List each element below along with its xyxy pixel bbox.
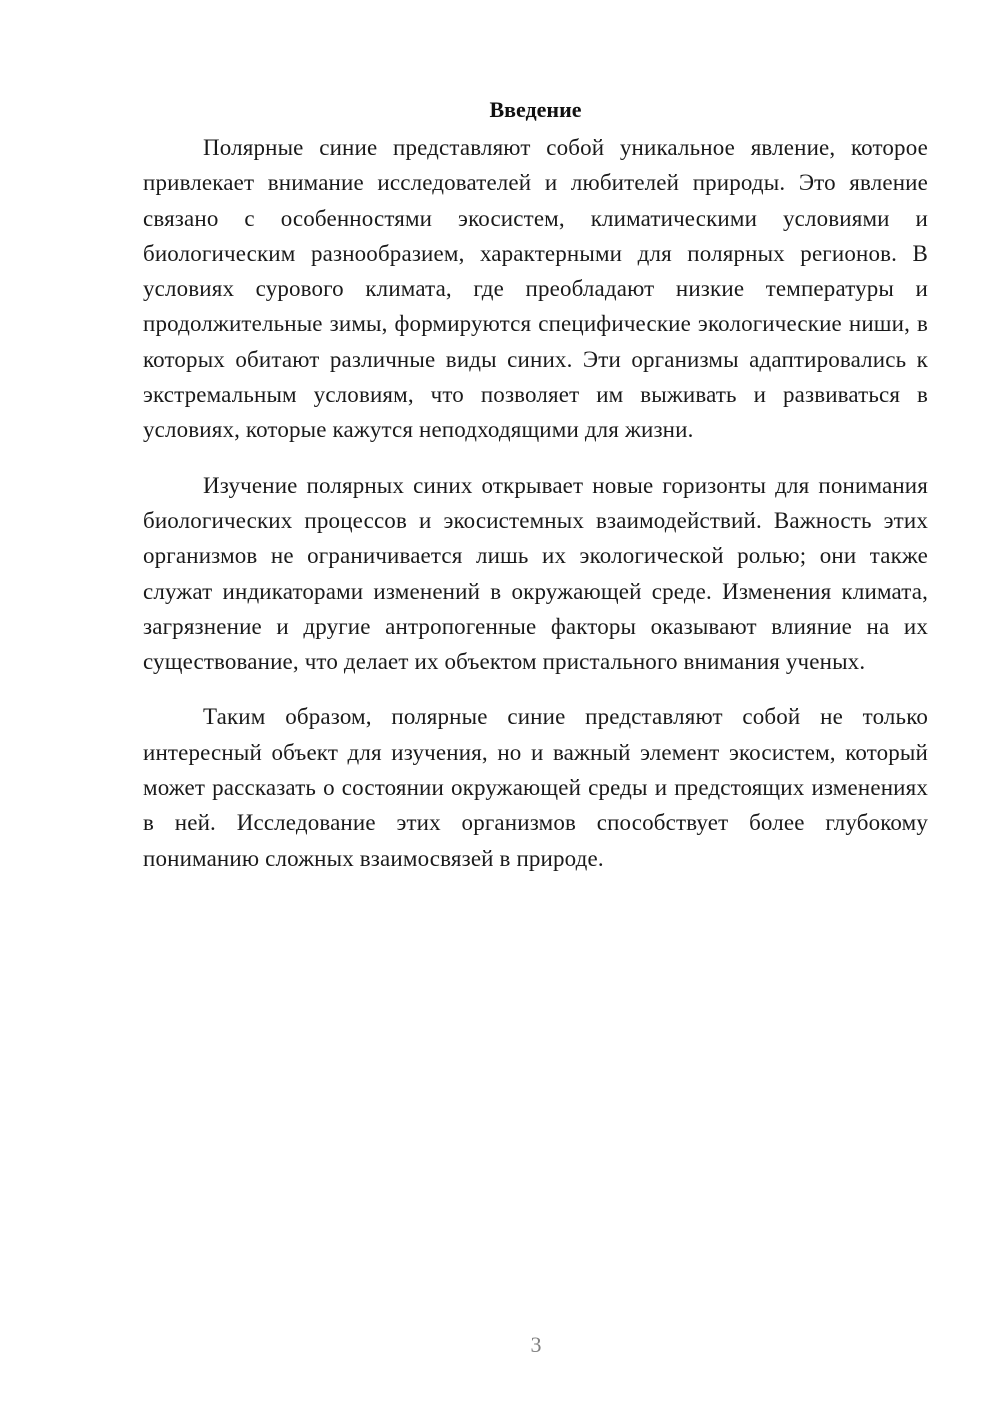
page-number: 3 [530, 1332, 542, 1357]
paragraph-3: Таким образом, полярные синие представляют собой не только интересный объект для изучения, но и важный элемент экосистем, который может рассказать о состоянии окружающей среды и предстоящих изменениях в ней. Исследование этих организмов способствует более глубокому пониманию сложных взаимосвязей в природе. [143, 704, 928, 871]
section-heading: Введение [489, 97, 582, 122]
paragraph-1: Полярные синие представляют собой уникальное явление, которое привлекает внимание исследователей и любителей природы. Это явление связано с особенностями экосистем, климатическими условиями и биологическим разнообразием, характерными для полярных регионов. В условиях сурового климата, где преобладают низкие температуры и продолжительные зимы, формируются специфические экологические ниши, в которых обитают различные виды синих. Эти организмы адаптировались к экстремальным условиям, что позволяет им выживать и развиваться в условиях, которые кажутся неподходящими для жизни. [143, 135, 928, 443]
paragraph-2: Изучение полярных синих открывает новые горизонты для понимания биологических процессов и экосистемных взаимодействий. Важность этих организмов не ограничивается лишь их экологической ролью; они также служат индикаторами изменений в окружающей среде. Изменения климата, загрязнение и другие антропогенные факторы оказывают влияние на их существование, что делает их объектом пристального внимания ученых. [143, 472, 928, 675]
page-content [143, 92, 928, 876]
